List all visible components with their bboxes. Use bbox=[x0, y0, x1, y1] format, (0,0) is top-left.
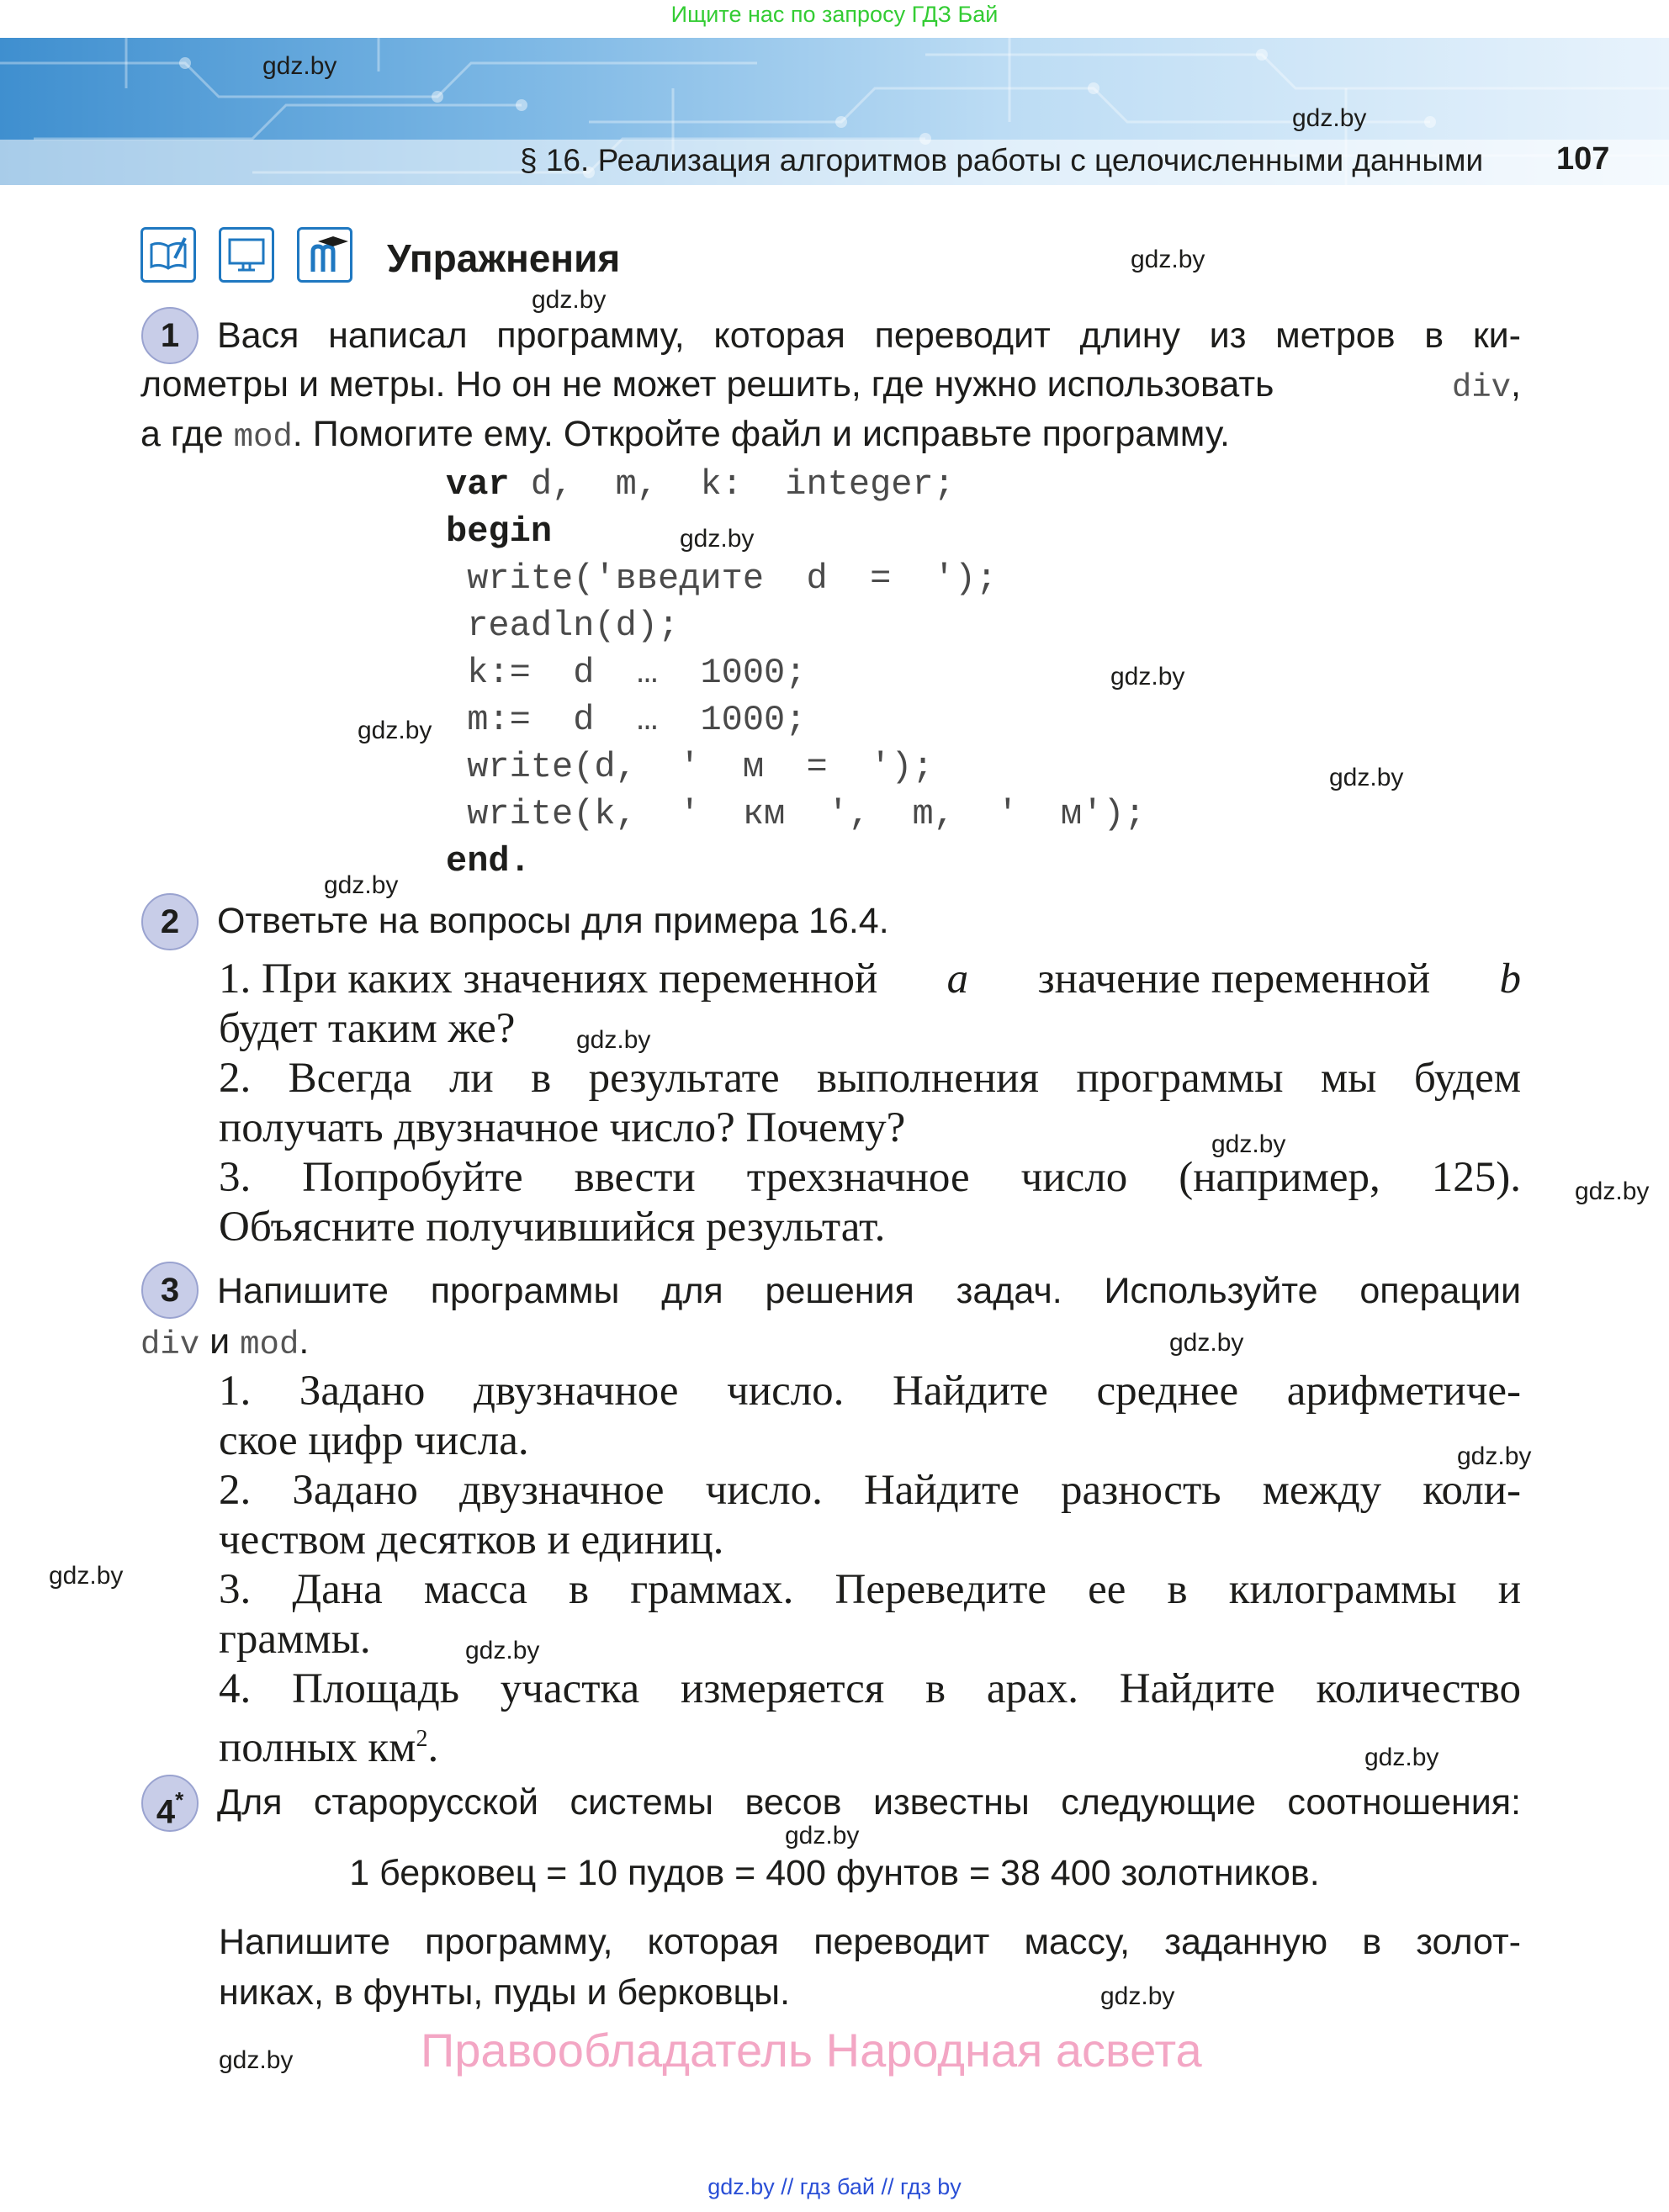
q-text: 1. При каких значениях переменной bbox=[219, 955, 878, 1003]
ex4-formula: 1 берковец = 10 пудов = 400 фунтов = 38 400 золотников. bbox=[349, 1853, 1320, 1893]
code-text: d, m, k: integer; bbox=[509, 464, 955, 505]
superscript: 2 bbox=[416, 1726, 428, 1752]
ex3-task-line: ское цифр числа. bbox=[219, 1417, 529, 1464]
ex3-intro: Напишите программы для решения задач. Используйте операции bbox=[217, 1271, 1521, 1311]
code-div: div bbox=[1451, 369, 1512, 406]
ex3-intro-line bbox=[140, 1317, 309, 1370]
watermark: gdz.by bbox=[1110, 663, 1185, 691]
ex2-question-line: Объясните получившийся результат. bbox=[219, 1204, 886, 1251]
watermark: gdz.by bbox=[1575, 1177, 1650, 1205]
code-mod: mod bbox=[240, 1326, 299, 1363]
book-pencil-icon bbox=[140, 227, 196, 283]
ex1-text-line: Вася написал программу, которая переводит длину из метров в ки- bbox=[217, 315, 1521, 356]
ex3-text: полных км bbox=[219, 1724, 416, 1771]
footer-links[interactable]: gdz.by // гдз бай // гдз by bbox=[707, 2174, 962, 2199]
copyright-owner: Правообладатель Народная асвета bbox=[421, 2024, 1202, 2077]
watermark: gdz.by bbox=[219, 2046, 294, 2074]
code-line bbox=[446, 508, 1146, 555]
ex2-question-line: получать двузначное число? Почему? bbox=[219, 1104, 906, 1151]
watermark: gdz.by bbox=[1131, 246, 1205, 273]
ex1-text-line bbox=[140, 410, 1230, 463]
exercise-number-badge: 2 bbox=[141, 893, 199, 950]
ex2-question: 3. Попробуйте ввести трехзначное число (например, 125). bbox=[219, 1154, 1521, 1201]
code-keyword: begin bbox=[446, 511, 553, 552]
watermark: gdz.by bbox=[680, 525, 755, 553]
ex2-question-line: будет таким же? bbox=[219, 1005, 516, 1052]
watermark: gdz.by bbox=[1364, 1744, 1439, 1771]
ex1-text: . Помогите ему. Откройте файл и исправьте программу. bbox=[292, 414, 1230, 454]
watermark: gdz.by bbox=[1211, 1130, 1286, 1158]
code-keyword: end. bbox=[446, 841, 531, 881]
ex3-task: 1. Задано двузначное число. Найдите среднее арифметиче- bbox=[219, 1368, 1521, 1415]
ex3-text: и bbox=[209, 1321, 230, 1362]
q-text: значение переменной bbox=[1037, 955, 1431, 1003]
comma: , bbox=[1511, 364, 1521, 405]
ex3-task-line bbox=[219, 1714, 438, 1773]
code-div: div bbox=[140, 1326, 200, 1363]
code-line: write(k, ' км ', m, ' м'); bbox=[446, 794, 1146, 834]
code-block bbox=[446, 461, 1146, 885]
code-line: write(d, ' м = '); bbox=[446, 747, 934, 787]
watermark: gdz.by bbox=[1100, 1982, 1175, 2010]
ex2-question bbox=[219, 955, 1521, 1004]
ex3-text: . bbox=[427, 1724, 439, 1771]
watermark: gdz.by bbox=[785, 1822, 860, 1850]
code-keyword: var bbox=[446, 464, 510, 505]
ex3-task: 2. Задано двузначное число. Найдите разность между коли- bbox=[219, 1467, 1521, 1514]
ex4-task: Напишите программу, которая переводит массу, заданную в золот- bbox=[219, 1922, 1521, 1962]
watermark: gdz.by bbox=[1457, 1442, 1532, 1470]
exercise-number-badge bbox=[141, 1775, 199, 1832]
ex1-code-inline bbox=[1452, 360, 1521, 413]
graduate-cap-icon bbox=[297, 227, 352, 283]
watermark: gdz.by bbox=[1292, 104, 1367, 132]
code-line: m:= d … 1000; bbox=[446, 700, 807, 740]
ex1-text-line bbox=[140, 360, 1521, 413]
monitor-icon bbox=[219, 227, 274, 283]
var-b: b bbox=[1499, 955, 1521, 1003]
watermark: gdz.by bbox=[532, 286, 607, 314]
exercises-heading: Упражнения bbox=[387, 236, 621, 280]
watermark: gdz.by bbox=[324, 871, 399, 899]
ex3-task: 3. Дана масса в граммах. Переведите ее в килограммы и bbox=[219, 1566, 1521, 1613]
watermark: gdz.by bbox=[262, 52, 337, 80]
ex3-task-line: чеством десятков и единиц. bbox=[219, 1516, 724, 1564]
code-line: readln(d); bbox=[446, 606, 680, 646]
code-line: write('введите d = '); bbox=[446, 558, 998, 599]
code-line: k:= d … 1000; bbox=[446, 653, 807, 693]
page-number: 107 bbox=[1556, 141, 1610, 177]
top-search-hint[interactable]: Ищите нас по запросу ГДЗ Бай bbox=[670, 2, 999, 27]
ex4-intro: Для старорусской системы весов известны следующие соотношения: bbox=[217, 1782, 1521, 1823]
watermark: gdz.by bbox=[49, 1562, 124, 1590]
exercise-number-badge: 1 bbox=[141, 307, 199, 364]
section-title: § 16. Реализация алгоритмов работы с целочисленными данными bbox=[520, 143, 1484, 177]
ex3-task-line: граммы. bbox=[219, 1616, 371, 1663]
ex1-text: лометры и метры. Но он не может решить, где нужно использовать bbox=[140, 364, 1274, 405]
ex2-intro: Ответьте на вопросы для примера 16.4. bbox=[217, 901, 889, 941]
ex3-text: . bbox=[299, 1321, 310, 1362]
code-line bbox=[446, 838, 1146, 885]
ex3-task: 4. Площадь участка измеряется в арах. Найдите количество bbox=[219, 1665, 1521, 1712]
watermark: gdz.by bbox=[576, 1026, 651, 1054]
code-mod: mod bbox=[233, 419, 293, 456]
watermark: gdz.by bbox=[358, 717, 432, 744]
ex2-question: 2. Всегда ли в результате выполнения программы мы будем bbox=[219, 1055, 1521, 1102]
badge-number: 4 bbox=[156, 1793, 176, 1831]
watermark: gdz.by bbox=[1329, 764, 1404, 791]
watermark: gdz.by bbox=[465, 1637, 540, 1664]
badge-star: * bbox=[175, 1787, 184, 1812]
ex1-text: а где bbox=[140, 414, 224, 454]
code-line bbox=[446, 461, 1146, 508]
exercise-number-badge: 3 bbox=[141, 1262, 199, 1319]
ex4-task-line: никах, в фунты, пуды и берковцы. bbox=[219, 1972, 791, 2013]
watermark: gdz.by bbox=[1169, 1329, 1244, 1357]
var-a: a bbox=[946, 955, 969, 1003]
